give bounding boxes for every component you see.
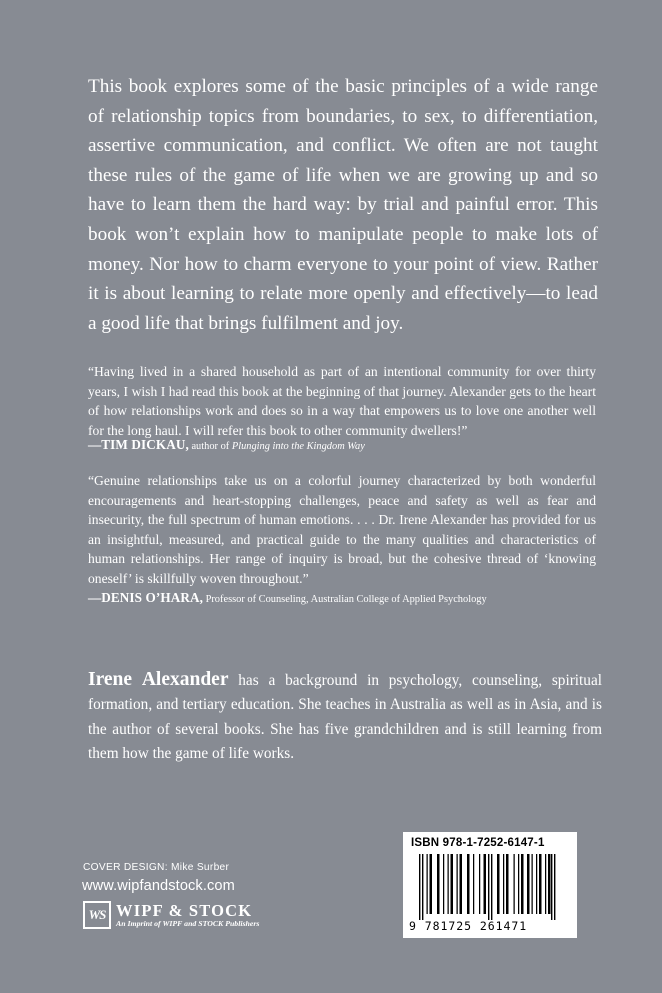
endorser-role-2: Professor of Counseling, Australian College of Applied Psychology [202,594,487,605]
author-bio [88,668,602,766]
endorser-role-1: author of [188,441,232,452]
publisher-logo-text [116,902,259,929]
cover-design-credit: COVER DESIGN: Mike Surber [83,862,230,873]
author-name: Irene Alexander [88,669,229,690]
endorser-book-title-1: Plunging into the Kingdom Way [231,441,365,452]
publisher-tagline: An Imprint of WIPF and STOCK Publishers [116,918,260,928]
isbn-barcode [403,832,577,938]
endorser-name-2: —DENIS O’HARA, [88,590,203,605]
endorsement-attribution-2 [88,591,487,607]
barcode-digits: 9 781725 261471 [409,919,528,933]
endorsement-attribution-1 [88,438,365,454]
publisher-mark-icon: WS [83,901,111,929]
publisher-logo [83,901,259,929]
publisher-url[interactable]: www.wipfandstock.com [82,878,235,894]
isbn-label: ISBN 978-1-7252-6147-1 [411,837,545,849]
back-cover-blurb: This book explores some of the basic principles of a wide range of relationship topics from boundaries, to sex, to differentiation, assertive communication, and conflict. We often are not taught these rules of the game of life when we are growing up and so have to learn them the hard way: by trial and painful error. This book won’t explain how to manipulate people to make lots of money. Nor how to charm everyone to your point of view. Rather it is about learning to relate more openly and effectively—to lead a good life that brings fulfilment and joy. [88,76,598,334]
endorser-name-1: —TIM DICKAU, [88,437,189,452]
endorsement-quote-2: “Genuine relationships take us on a colorful journey characterized by both wonderful encouragements and heart-stopping challenges, peace and safety as well as fear and insecurity, the full spectrum of human emotions. . . . Dr. Irene Alexander has provided for us an insightful, measured, and practical guide to the many qualities and characteristics of human relationships. Her range of inquiry is broad, but the cohesive thread of ‘knowing oneself’ is skillfully woven throughout.” [88,473,596,586]
barcode-bars-icon [409,854,571,920]
author-bio-text: has a background in psychology, counseling, spiritual formation, and tertiary education. She teaches in Australia as well as in Asia, and is the author of several books. She has five grandchildren and is still learning from them how the game of life works. [88,672,602,762]
endorsement-quote-1: “Having lived in a shared household as part of an intentional community for over thirty years, I wish I had read this book at the beginning of that journey. Alexander gets to the heart of how relationships work and does so in a way that empowers us to love one another well for the long haul. I will refer this book to other community dwellers!” [88,364,596,438]
publisher-name: WIPF & STOCK [116,900,253,920]
